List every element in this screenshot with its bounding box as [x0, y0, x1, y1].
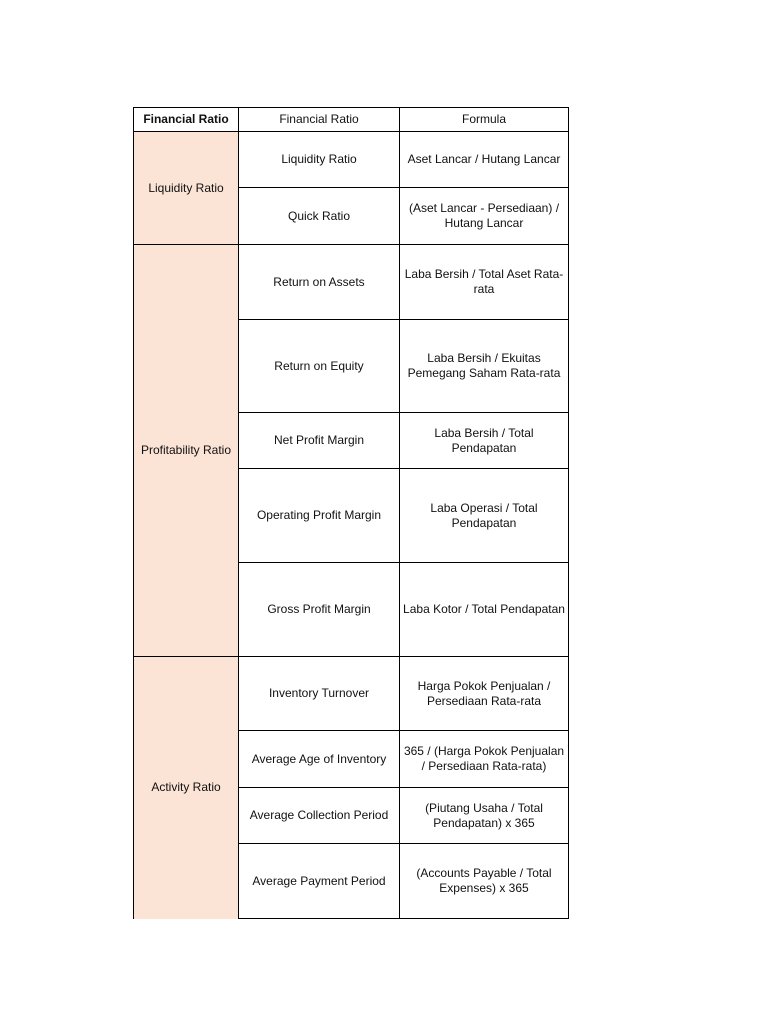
category-activity: Activity Ratio: [134, 657, 239, 919]
ratio-formula: 365 / (Harga Pokok Penjualan / Persediaan Rata-rata): [400, 731, 569, 788]
ratio-formula: Laba Bersih / Total Pendapatan: [400, 413, 569, 469]
ratio-formula: Laba Bersih / Ekuitas Pemegang Saham Rata-rata: [400, 320, 569, 413]
ratio-name: Inventory Turnover: [239, 657, 400, 731]
ratio-formula: Aset Lancar / Hutang Lancar: [400, 132, 569, 188]
ratio-formula: (Piutang Usaha / Total Pendapatan) x 365: [400, 788, 569, 844]
header-row: [134, 108, 569, 132]
ratio-formula: (Accounts Payable / Total Expenses) x 365: [400, 844, 569, 919]
ratio-name: Quick Ratio: [239, 188, 400, 245]
category-liquidity: Liquidity Ratio: [134, 132, 239, 245]
ratio-name: Average Age of Inventory: [239, 731, 400, 788]
ratio-name: Net Profit Margin: [239, 413, 400, 469]
ratio-formula: Laba Kotor / Total Pendapatan: [400, 563, 569, 657]
ratio-formula: Laba Operasi / Total Pendapatan: [400, 469, 569, 563]
ratio-formula: (Aset Lancar - Persediaan) / Hutang Lancar: [400, 188, 569, 245]
header-ratio: Financial Ratio: [239, 108, 400, 132]
ratio-name: Return on Equity: [239, 320, 400, 413]
header-category: Financial Ratio: [134, 108, 239, 132]
ratio-name: Average Collection Period: [239, 788, 400, 844]
header-formula: Formula: [400, 108, 569, 132]
ratio-formula: Laba Bersih / Total Aset Rata-rata: [400, 245, 569, 320]
ratio-name: Operating Profit Margin: [239, 469, 400, 563]
ratio-name: Average Payment Period: [239, 844, 400, 919]
ratio-name: Liquidity Ratio: [239, 132, 400, 188]
category-profitability: Profitability Ratio: [134, 245, 239, 657]
ratio-formula: Harga Pokok Penjualan / Persediaan Rata-rata: [400, 657, 569, 731]
table-row: [134, 132, 569, 188]
table-row: [134, 245, 569, 320]
ratio-name: Gross Profit Margin: [239, 563, 400, 657]
ratio-name: Return on Assets: [239, 245, 400, 320]
table-row: [134, 657, 569, 731]
financial-ratio-table: [133, 107, 569, 919]
